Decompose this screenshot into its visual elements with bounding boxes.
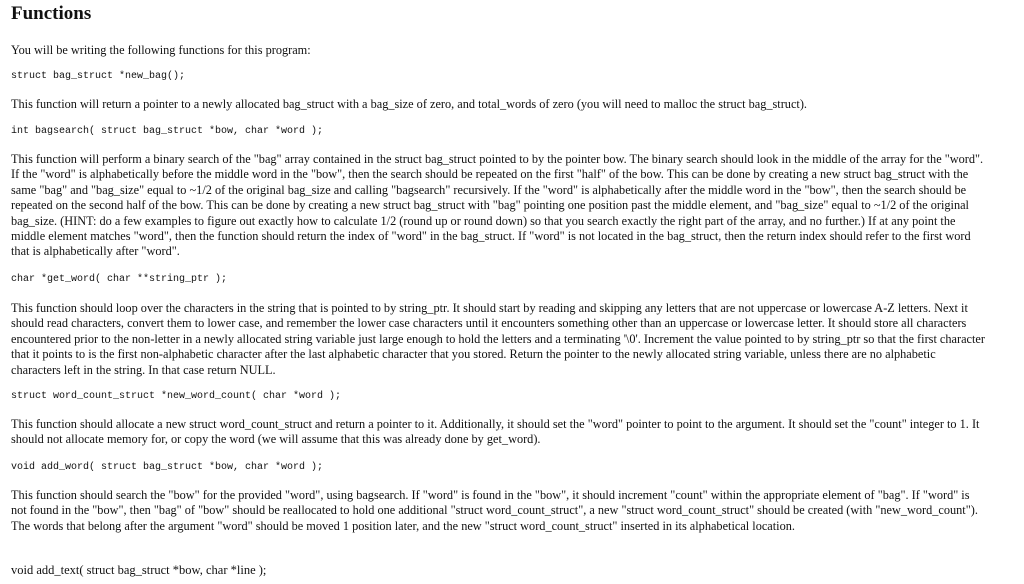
function-signature-get-word: char *get_word( char **string_ptr ); [11, 274, 228, 285]
function-description-add-word: This function should search the "bow" for the provided "word", using bagsearch. If "word" is found in the "bow", it should increment "count" within the appropriate element of "bag". If "word" is not found in the "bow", then "bag" of "bow" should be reallocated to hold one additional "struct word_count_struct", a new "struct word_count_struct" should be created (with "new_word_count"). The words that belong after the argument "word" should be moved 1 position later, and the new "struct word_count_struct" inserted in its alphabetical location. [11, 488, 978, 533]
function-signature-add-word: void add_word( struct bag_struct *bow, char *word ); [11, 462, 324, 473]
function-signature-new-word-count: struct word_count_struct *new_word_count( char *word ); [11, 391, 342, 402]
function-description-bagsearch: This function will perform a binary search of the "bag" array contained in the struct bag_struct pointed to by the pointer bow. The binary search should look in the middle of the array for the "word". If the "word" is alphabetically before the middle word in the "bow", then the search should be repeated on the first "half" of the bow. This can be done by creating a new struct bag_struct with the same "bag" and "bag_size" equal to ~1/2 of the original bag_size and calling "bagsearch" recursively. If the "word" is alphabetically after the middle word in the "bow", then the search should be repeated on the second half of the bow. This can be done by creating a new struct bag_struct with "bag" pointing one position past the middle element, and "bag_size" equal to ~1/2 of the original bag_size. (HINT: do a few examples to figure out exactly how to calculate 1/2 (round up or round down) so that you search exactly the right part of the array, and no further.) If at any point the middle element matches "word", then the function should return the index of "word" in the bag_struct. If "word" is not located in the bag_struct, then the return index should refer to the first word that is alphabetically after "word". [11, 152, 984, 259]
function-signature-new-bag: struct bag_struct *new_bag(); [11, 71, 186, 82]
function-signature-add-text: void add_text( struct bag_struct *bow, char *line ); [11, 563, 267, 577]
function-description-new-word-count: This function should allocate a new struct word_count_struct and return a pointer to it. Additionally, it should set the "word" pointer to point to the argument. It should set the "count" integer to 1. It should not allocate memory for, or copy the word (we will assume that this was already done by get_word). [11, 417, 980, 447]
function-description-get-word: This function should loop over the characters in the string that is pointed to by string_ptr. It should start by reading and skipping any letters that are not uppercase or lowercase A-Z letters. Next it should read characters, convert them to lower case, and remember the lower case characters until it encounters something other than an uppercase or lowercase letter. It should store all characters encountered prior to the non-letter in a newly allocated string variable just large enough to hold the letters and a terminating '\0'. Increment the value pointed to by string_ptr so that the first character that it points to is the first non-alphabetic character after the last alphabetic character that you stored. Return the pointer to the newly allocated string variable, unless there are no alphabetic characters left in the string. In that case return NULL. [11, 301, 985, 377]
intro-text: You will be writing the following functions for this program: [11, 43, 311, 57]
page-title: Functions [11, 3, 92, 24]
function-signature-bagsearch: int bagsearch( struct bag_struct *bow, char *word ); [11, 126, 324, 137]
function-description-new-bag: This function will return a pointer to a newly allocated bag_struct with a bag_size of zero, and total_words of zero (you will need to malloc the struct bag_struct). [11, 97, 807, 111]
